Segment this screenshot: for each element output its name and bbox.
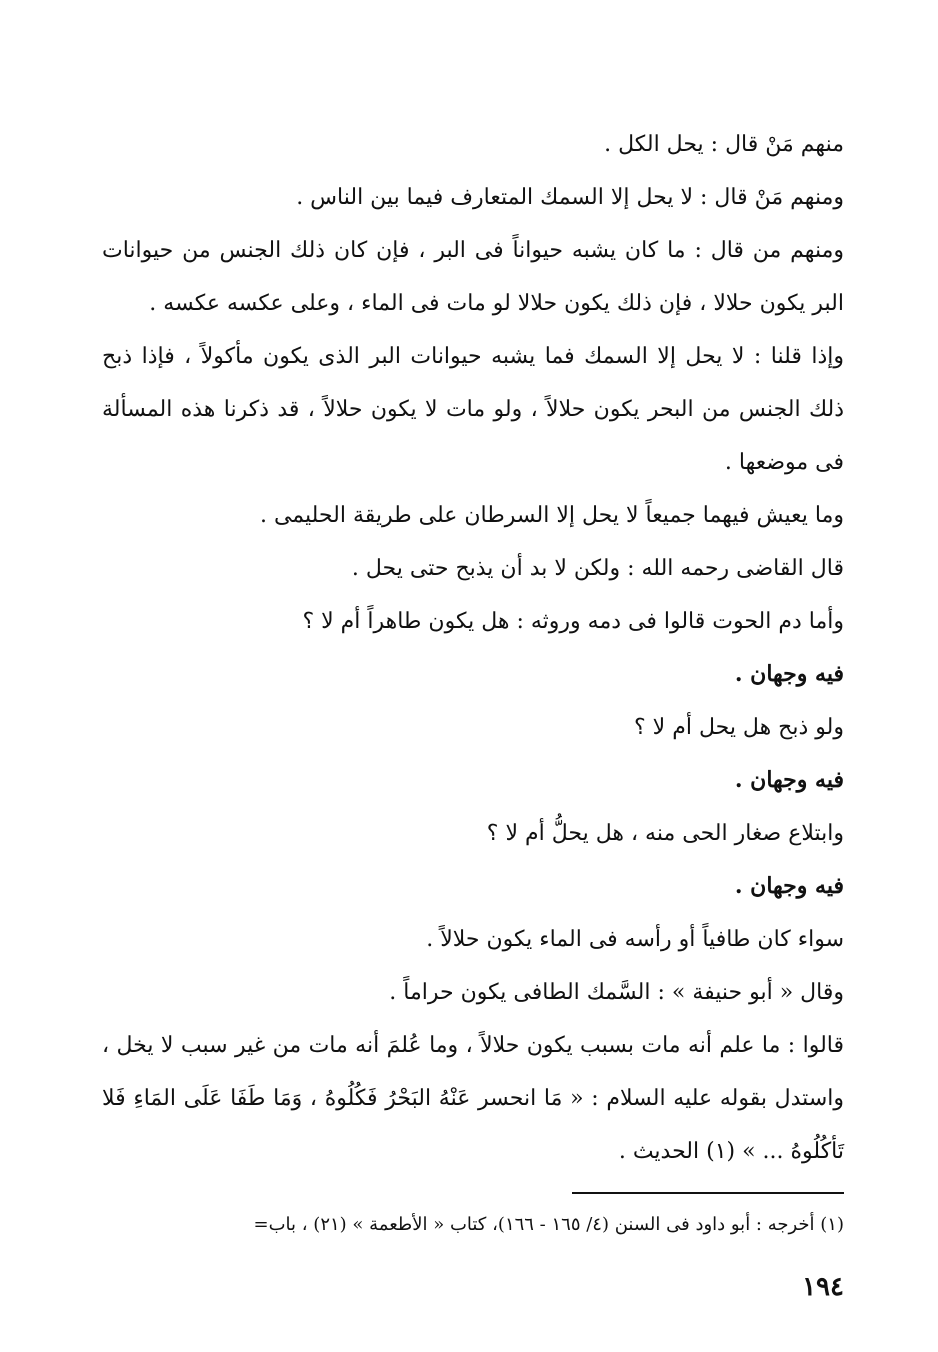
- paragraph-4: وإذا قلنا : لا يحل إلا السمك فما يشبه حيوانات البر الذى يكون مأكولاً ، فإذا ذبح ذلك الجنس من البحر يكون حلالاً ، ولو مات لا يكون حلالاً ، قد ذكرنا هذه المسألة فى موضعها .: [102, 344, 844, 475]
- paragraph-2: ومنهم مَنْ قال : لا يحل إلا السمك المتعارف فيما بين الناس .: [296, 185, 844, 210]
- paragraph-15: قالوا : ما علم أنه مات بسبب يكون حلالاً ، وما عُلمَ أنه مات من غير سبب لا يخل ، واستدل بقوله عليه السلام : « مَا انحسر عَنْهُ البَحْرُ فَكُلُوهُ ، وَمَا طَفَا عَلَى المَاءِ فَلا تَأكُلُوهُ ... » (١) الحديث .: [102, 1033, 844, 1164]
- paragraph-1: منهم مَنْ قال : يحل الكل .: [604, 132, 844, 157]
- paragraph-10: فيه وجهان .: [734, 767, 844, 793]
- paragraph-11: وابتلاع صغار الحى منه ، هل يحلُّ أم لا ؟: [486, 821, 844, 846]
- page-number: ١٩٤: [802, 1272, 844, 1302]
- footnote-divider: [572, 1192, 844, 1194]
- paragraph-14: وقال « أبو حنيفة » : السَّمك الطافى يكون حراماً .: [389, 980, 844, 1005]
- footnote: (١) أخرجه : أبو داود فى السنن (٤/ ١٦٥ - ١٦٦)، كتاب « الأطعمة » (٢١) ، باب=: [253, 1214, 844, 1235]
- paragraph-8: فيه وجهان .: [734, 661, 844, 687]
- paragraph-5: وما يعيش فيهما جميعاً لا يحل إلا السرطان على طريقة الحليمى .: [259, 503, 844, 528]
- paragraph-13: سواء كان طافياً أو رأسه فى الماء يكون حلالاً .: [426, 927, 844, 952]
- paragraph-3: ومنهم من قال : ما كان يشبه حيواناً فى البر ، فإن كان ذلك الجنس من حيوانات البر يكون حلالا ، فإن ذلك يكون حلالا لو مات فى الماء ، وعلى عكسه عكسه .: [102, 238, 844, 316]
- paragraph-9: ولو ذبح هل يحل أم لا ؟: [634, 715, 844, 740]
- main-text: [102, 118, 844, 1178]
- paragraph-12: فيه وجهان .: [734, 873, 844, 899]
- paragraph-6: قال القاضى رحمه الله : ولكن لا بد أن يذبح حتى يحل .: [351, 556, 844, 581]
- paragraph-7: وأما دم الحوت قالوا فى دمه وروثه : هل يكون طاهراً أم لا ؟: [302, 609, 844, 634]
